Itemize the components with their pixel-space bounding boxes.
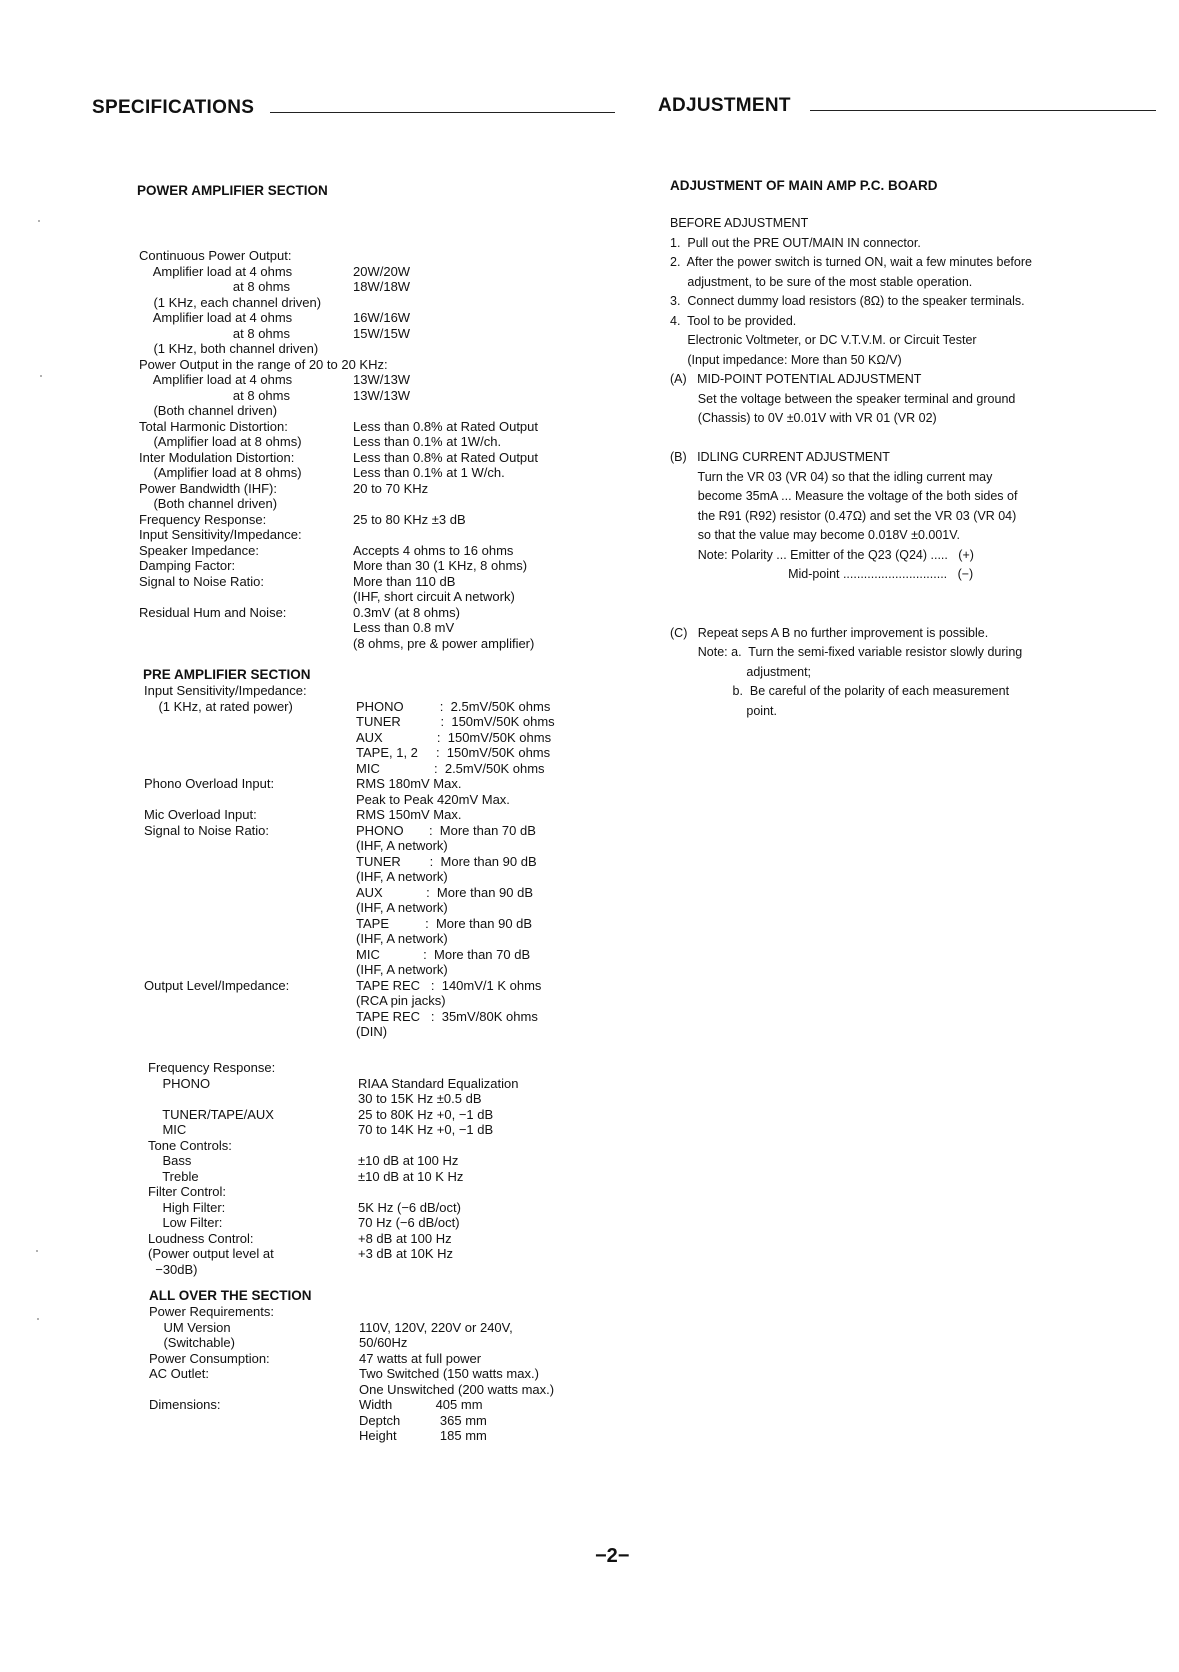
spec-label: at 8 ohms [139,387,290,403]
spec-value: 13W/13W [353,387,411,403]
scan-speck [38,220,40,222]
spec-label: Power Requirements: [149,1304,274,1319]
spec-value: TUNER : 150mV/50K ohms [356,714,555,729]
adjustment-line: 4. Tool to be provided. [670,313,797,328]
adjustment-line: Turn the VR 03 (VR 04) so that the idling current may [670,469,993,484]
main-amp-board-title: ADJUSTMENT OF MAIN AMP P.C. BOARD [670,178,938,193]
adjustment-line: 1. Pull out the PRE OUT/MAIN IN connector. [670,235,921,250]
spec-value: 50/60Hz [359,1335,408,1350]
spec-value: 16W/16W [353,310,411,325]
spec-label: Filter Control: [148,1184,227,1199]
spec-value: (8 ohms, pre & power amplifier) [353,635,535,651]
adjustment-line: Set the voltage between the speaker terminal and ground [670,391,1016,406]
spec-label: Signal to Noise Ratio: [144,822,270,838]
spec-label: Loudness Control: [148,1230,254,1246]
spec-value: One Unswitched (200 watts max.) [359,1381,555,1397]
spec-label: Bass [148,1153,192,1168]
spec-value: More than 110 dB [353,573,456,589]
spec-value: Height 185 mm [359,1428,487,1443]
adjustment-line: (Chassis) to 0V ±0.01V with VR 01 (VR 02) [670,411,937,425]
spec-label: at 8 ohms [139,279,290,294]
adjustment-line: Electronic Voltmeter, or DC V.T.V.M. or Circuit Tester [670,333,977,347]
spec-label: TUNER/TAPE/AUX [148,1106,274,1122]
spec-label: (Switchable) [149,1335,235,1350]
spec-label: Power Output in the range of 20 to 20 KHz: [139,356,388,372]
spec-value: TAPE REC : 35mV/80K ohms [356,1008,538,1024]
spec-value: (IHF, A network) [356,931,448,946]
spec-label: Power Bandwidth (IHF): [139,480,277,496]
spec-label: Output Level/Impedance: [144,977,290,993]
spec-label: Dimensions: [149,1397,221,1412]
spec-label: Continuous Power Output: [139,248,292,263]
adjustment-line: adjustment, to be sure of the most stable operation. [670,274,973,289]
spec-value: Width 405 mm [359,1397,483,1412]
spec-value: AUX : More than 90 dB [356,884,534,900]
spec-label: (Power output level at [148,1246,274,1261]
heading-rule [810,110,1156,111]
spec-value: 13W/13W [353,372,411,387]
adjustment-line: 2. After the power switch is turned ON, wait a few minutes before [670,255,1032,269]
spec-label: −30dB) [148,1261,198,1277]
spec-label: Frequency Response: [139,511,267,527]
spec-value: Accepts 4 ohms to 16 ohms [353,542,514,558]
spec-label: Signal to Noise Ratio: [139,573,265,589]
spec-label: Mic Overload Input: [144,807,257,822]
spec-value: MIC : More than 70 dB [356,946,531,962]
spec-value: +8 dB at 100 Hz [358,1230,452,1246]
spec-value: 25 to 80K Hz +0, −1 dB [358,1106,494,1122]
adjustment-line: become 35mA ... Measure the voltage of the both sides of [670,489,1018,503]
spec-label: High Filter: [148,1199,226,1215]
spec-value: PHONO : 2.5mV/50K ohms [356,698,551,714]
adjustment-line: b. Be careful of the polarity of each measurement [670,684,1010,698]
spec-label: Treble [148,1168,199,1184]
adjustment-line: BEFORE ADJUSTMENT [670,216,809,230]
adjustment-line: Note: a. Turn the semi-fixed variable resistor slowly during [670,645,1023,659]
spec-value: Peak to Peak 420mV Max. [356,791,510,807]
spec-value: (IHF, A network) [356,838,448,853]
spec-value: 20 to 70 KHz [353,480,429,496]
spec-label: at 8 ohms [139,325,290,341]
spec-label: Total Harmonic Distortion: [139,418,288,434]
spec-value: AUX : 150mV/50K ohms [356,729,552,745]
spec-label: UM Version [149,1319,231,1335]
adjustment-line: the R91 (R92) resistor (0.47Ω) and set the VR 03 (VR 04) [670,508,1017,523]
scan-speck [40,375,42,377]
spec-label: (Both channel driven) [139,496,278,511]
spec-value: 20W/20W [353,263,411,279]
adjustment-line: point. [670,703,777,718]
spec-value: 110V, 120V, 220V or 240V, [359,1319,513,1335]
spec-label: Inter Modulation Distortion: [139,449,295,465]
spec-label: (1 KHz, each channel driven) [139,294,322,310]
spec-value: Two Switched (150 watts max.) [359,1366,539,1381]
adjustment-line: (B) IDLING CURRENT ADJUSTMENT [670,450,890,464]
adjustment-line: adjustment; [670,664,812,679]
spec-label: Phono Overload Input: [144,776,275,791]
spec-value: (IHF, A network) [356,962,448,977]
spec-value: (DIN) [356,1024,388,1039]
adjustment-line: Mid-point .............................. (−) [670,567,974,581]
spec-label: Residual Hum and Noise: [139,604,287,620]
spec-label: Power Consumption: [149,1350,270,1366]
spec-value: Less than 0.8% at Rated Output [353,449,539,465]
spec-value: TAPE : More than 90 dB [356,915,533,931]
spec-value: 15W/15W [353,325,411,341]
spec-label: Speaker Impedance: [139,542,259,558]
heading-rule [270,112,615,113]
spec-label: Low Filter: [148,1215,223,1230]
adjustment-line: (C) Repeat seps A B no further improvement is possible. [670,625,989,640]
spec-label: (Both channel driven) [139,403,278,418]
adjustment-line: (A) MID-POINT POTENTIAL ADJUSTMENT [670,372,922,386]
spec-label: Damping Factor: [139,558,236,573]
spec-label: (1 KHz, at rated power) [144,698,293,714]
spec-label: PHONO [148,1075,211,1091]
spec-value: Less than 0.8% at Rated Output [353,418,539,434]
spec-label: (Amplifier load at 8 ohms) [139,465,302,480]
spec-label: Input Sensitivity/Impedance: [139,527,302,542]
spec-value: PHONO : More than 70 dB [356,822,536,838]
spec-label: Amplifier load at 4 ohms [139,310,293,325]
power-amplifier-title: POWER AMPLIFIER SECTION [137,183,328,198]
spec-value: ±10 dB at 100 Hz [358,1153,459,1168]
spec-value: +3 dB at 10K Hz [358,1246,454,1261]
spec-label: (Amplifier load at 8 ohms) [139,434,302,449]
spec-value: RMS 150mV Max. [356,807,462,822]
spec-label: Tone Controls: [148,1137,232,1153]
adjustment-line: 3. Connect dummy load resistors (8Ω) to the speaker terminals. [670,294,1025,308]
specifications-heading: SPECIFICATIONS [92,97,255,118]
page-number: −2− [595,1545,630,1567]
adjustment-heading: ADJUSTMENT [658,95,791,116]
scan-speck [36,1250,38,1252]
spec-value: Less than 0.8 mV [353,620,455,635]
spec-value: Deptch 365 mm [359,1412,487,1428]
all-over-title: ALL OVER THE SECTION [149,1288,312,1303]
spec-value: (RCA pin jacks) [356,993,446,1008]
spec-value: 47 watts at full power [359,1350,482,1366]
spec-label: AC Outlet: [149,1366,209,1381]
spec-value: 18W/18W [353,279,411,294]
spec-value: Less than 0.1% at 1W/ch. [353,434,502,449]
spec-value: 70 to 14K Hz +0, −1 dB [358,1122,494,1137]
pre-amplifier-title: PRE AMPLIFIER SECTION [143,667,311,682]
spec-value: TAPE REC : 140mV/1 K ohms [356,977,542,993]
spec-label: Input Sensitivity/Impedance: [144,683,307,698]
adjustment-line: Note: Polarity ... Emitter of the Q23 (Q24) ..... (+) [670,547,974,562]
spec-value: Less than 0.1% at 1 W/ch. [353,465,505,480]
spec-value: More than 30 (1 KHz, 8 ohms) [353,558,528,573]
spec-value: RIAA Standard Equalization [358,1075,519,1091]
spec-value: 0.3mV (at 8 ohms) [353,604,460,620]
spec-label: (1 KHz, both channel driven) [139,341,319,356]
spec-value: 30 to 15K Hz ±0.5 dB [358,1091,482,1106]
spec-value: ±10 dB at 10 K Hz [358,1168,464,1184]
adjustment-line: (Input impedance: More than 50 KΩ/V) [670,352,902,367]
spec-value: TAPE, 1, 2 : 150mV/50K ohms [356,745,551,760]
adjustment-line: so that the value may become 0.018V ±0.001V. [670,528,960,542]
spec-value: TUNER : More than 90 dB [356,853,537,869]
spec-value: (IHF, A network) [356,869,448,884]
spec-value: 25 to 80 KHz ±3 dB [353,511,466,527]
spec-value: 5K Hz (−6 dB/oct) [358,1199,461,1215]
spec-label: Amplifier load at 4 ohms [139,372,293,387]
spec-label: Frequency Response: [148,1060,276,1075]
spec-value: RMS 180mV Max. [356,776,462,791]
spec-value: MIC : 2.5mV/50K ohms [356,760,545,776]
spec-label: Amplifier load at 4 ohms [139,263,293,279]
spec-value: (IHF, A network) [356,900,448,915]
scan-speck [37,1318,39,1320]
spec-value: (IHF, short circuit A network) [353,589,515,604]
spec-label: MIC [148,1122,187,1137]
spec-value: 70 Hz (−6 dB/oct) [358,1215,460,1230]
